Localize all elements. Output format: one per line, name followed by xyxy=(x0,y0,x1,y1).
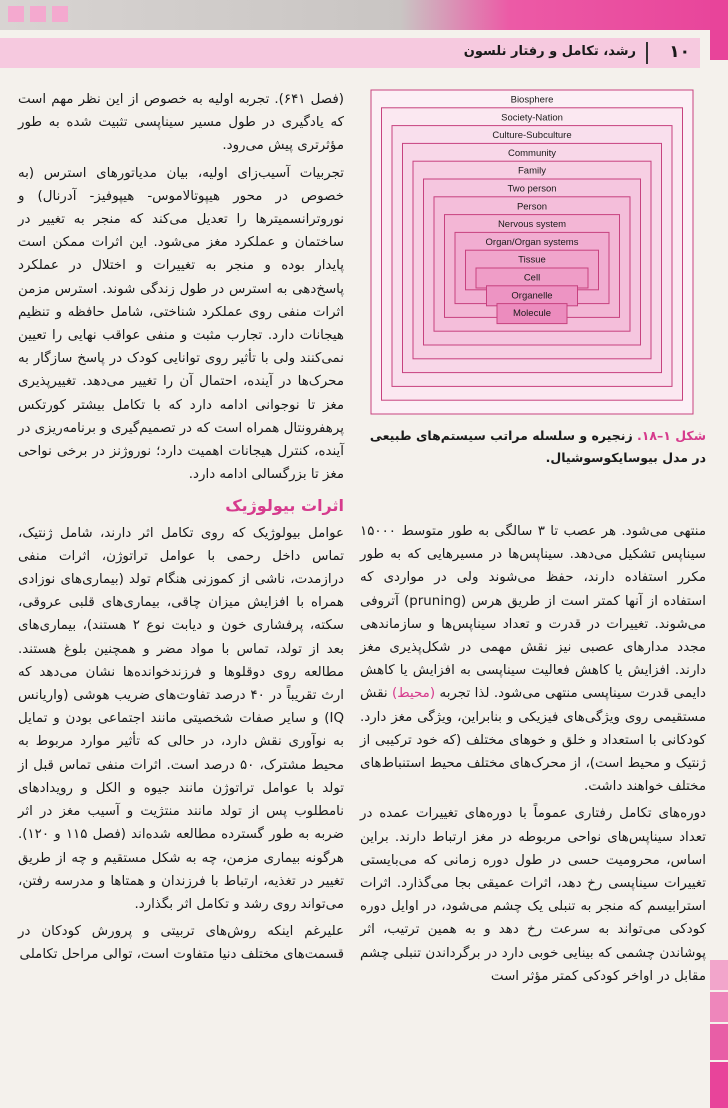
paragraph: علیرغم اینکه روش‌های تربیتی و پرورش کودکان در قسمت‌های مختلف دنیا متفاوت است، توالی مراحل تکاملی xyxy=(18,924,344,963)
highlight-term: (محیط) xyxy=(392,686,436,702)
decor-square xyxy=(52,6,68,22)
text-run: نقش مستقیمی روی ویژگی‌های فیزیکی و بنابراین، ویژگی مغز دارد. کودکانی با استعداد و خلق و خوهای مختلف (که خود ترکیبی از ژنتیک و محیط است)، از محرک‌های مختلف محیط استنباط‌های مختلف خواهند داشت. xyxy=(360,686,706,795)
edge-tab xyxy=(710,1024,728,1060)
system-level-label: Nervous system xyxy=(497,219,567,231)
paragraph: دوره‌های تکامل رفتاری عموماً با دوره‌های تغییرات عمده در تعداد سیناپس‌های نواحی مربوطه در مغز ارتباط دارند. براین اساس، محرومیت حسی در طول دوره زمانی که می‌بایستی تغییرات سیناپسی رخ دهد، اثرات عمیقی بجا می‌گذارد. اثرات استرابیسم که منجر به تنبلی یک چشم می‌شود، در اوایل دوره کودکی می‌تواند به سرعت رخ دهد و به همین ترتیب، اثر پوشاندن چشمی که بینایی خوبی دارد در برگرداندن تنبلی چشم مقابل در اواخر کودکی کمتر مؤثر است xyxy=(360,806,706,984)
paragraph: عوامل بیولوژیک که روی تکامل اثر دارند، شامل ژنتیک، تماس داخل رحمی با عوامل تراتوژن، اثرات منفی درازمدت، ناشی از کموزنی هنگام تولد (بیماری‌های نوزادی همراه با افزایش میزان چاقی، بیماری‌های قلبی عروقی، سکته، پرفشاری خون و دیابت نوع ۲ هستند)، بیماری‌های بعد از تولد، تماس با مواد مضر و همچنین بلوغ هستند. مطالعه روی دوقلوها و فرزندخوانده‌ها نشان می‌دهد که ارث تقریباً در ۴۰ درصد تفاوت‌های ضریب هوشی (واریانس IQ) و سایر صفات شخصیتی مانند اجتماعی بودن و تمایل به نوآوری نقش دارد، در حالی که تأثیر موارد مربوط به محیط مشترک، ۵۰ درصد است. اثرات منفی تماس قبل از تولد با عوامل تراتوژن مانند جیوه و الکل و رویدادهای نامطلوب پس از تولد مانند منتژیت و آسیب مغز در اثر ضربه به طور گسترده مطالعه شده‌اند (فصل ۱۱۵ و ۱۲۰). هرگونه بیماری مزمن، چه به شکل مستقیم و چه از طریق تغییر در تغذیه، ارتباط با فرزندان و همتاها و مدرسه رفتن، می‌تواند روی رشد و تکامل اثر بگذارد. xyxy=(18,525,344,912)
header-divider xyxy=(646,42,648,64)
section-heading: اثرات بیولوژیک xyxy=(225,496,344,516)
system-level-label: Tissue xyxy=(518,254,546,266)
caption-label: شکل ۱–۱۸. xyxy=(637,428,706,443)
figure-caption xyxy=(358,425,706,469)
left-column xyxy=(18,88,344,971)
system-level-label: Organ/Organ systems xyxy=(485,236,579,248)
system-level-label: Cell xyxy=(523,272,541,284)
decor-square xyxy=(8,6,24,22)
text-run: منتهی می‌شود. هر عصب تا ۳ سالگی به طور متوسط ۱۵۰۰۰ سیناپس تشکیل می‌دهد. سیناپس‌ها در مسیرهایی که به طور مکرر استفاده دارند، حفظ می‌شوند ولی در مواردی که استفاده از آنها کمتر است از طریق هرس (pruning) آتروفی می‌شوند. تغییرات در قدرت و تعداد سیناپس‌ها و سازماندهی مجدد مدارهای عصبی نیز نقش مهمی در شکل‌پذیری مغز دارند. افزایش یا کاهش فعالیت سیناپسی به افزایش یا کاهش دایمی قدرت سیناپسی منتهی می‌شود. لذا تجربه xyxy=(360,524,706,702)
page-number: ۱۰ xyxy=(669,42,690,62)
nested-systems-figure xyxy=(358,82,706,422)
paragraph: تجربیات آسیب‌زای اولیه، بیان مدیاتورهای استرس (به خصوص در محور هیپوتالاموس- هیپوفیز- آدرنال) و نوروترانسمیترها را تعدیل می‌کند که منجر به تغییر در ساختمان و عملکرد مغز می‌شود. این اثرات ممکن است پایدار بوده و منجر به تغییرات و اختلال در عملکرد پاسخ‌دهی به استرس در طول زندگی شوند. استرس مزمن اثرات منفی روی عملکرد شناختی، شامل حافظه و تنظیم هیجانات دارد. تجارب مثبت و منفی عواقب نهایی را تعیین نمی‌کنند ولی با تأثیر روی توانایی کودک در پاسخ سازگار به محرک‌ها در آینده، احتمال آن را تغییر می‌دهد. تغییرپذیری مغز تا نوجوانی ادامه دارد که با تکامل بیشتر کورتکس پرهفرونتال همراه است که در تصمیم‌گیری و برنامه‌ریزی در آینده، کنترل هیجانات اهمیت دارد؛ نوروژنز در برخی نواحی مغز تا بزرگسالی ادامه دارد. xyxy=(18,165,344,483)
system-level-label: Organelle xyxy=(511,290,553,302)
system-level-label: Community xyxy=(507,147,557,159)
top-color-band xyxy=(0,0,728,30)
paragraph xyxy=(360,520,706,798)
paragraph: (فصل ۶۴۱). تجربه اولیه به خصوص از این نظر مهم است که یادگیری در طول مسیر سیناپسی تثبیت شده به طور مؤثرتری پیش می‌رود. xyxy=(18,92,345,154)
book-title: رشد، تکامل و رفتار نلسون xyxy=(463,44,636,59)
edge-tab xyxy=(710,992,728,1022)
edge-tab xyxy=(710,960,728,990)
system-level-label: Molecule xyxy=(512,308,552,320)
system-level-label: Two person xyxy=(507,183,557,195)
running-header xyxy=(0,38,700,68)
right-column xyxy=(360,520,706,992)
system-level-label: Biosphere xyxy=(510,94,554,106)
edge-tab xyxy=(710,0,728,60)
decor-square xyxy=(30,6,46,22)
system-level-label: Person xyxy=(516,201,548,213)
edge-tab xyxy=(710,1062,728,1108)
system-level-label: Society-Nation xyxy=(501,112,563,124)
system-level-label: Family xyxy=(518,165,546,177)
caption-text: زنجیره و سلسله مراتب سیستم‌های طبیعی در مدل بیوسایکوسوشیال. xyxy=(369,428,706,465)
system-level-label: Culture-Subculture xyxy=(492,130,572,142)
